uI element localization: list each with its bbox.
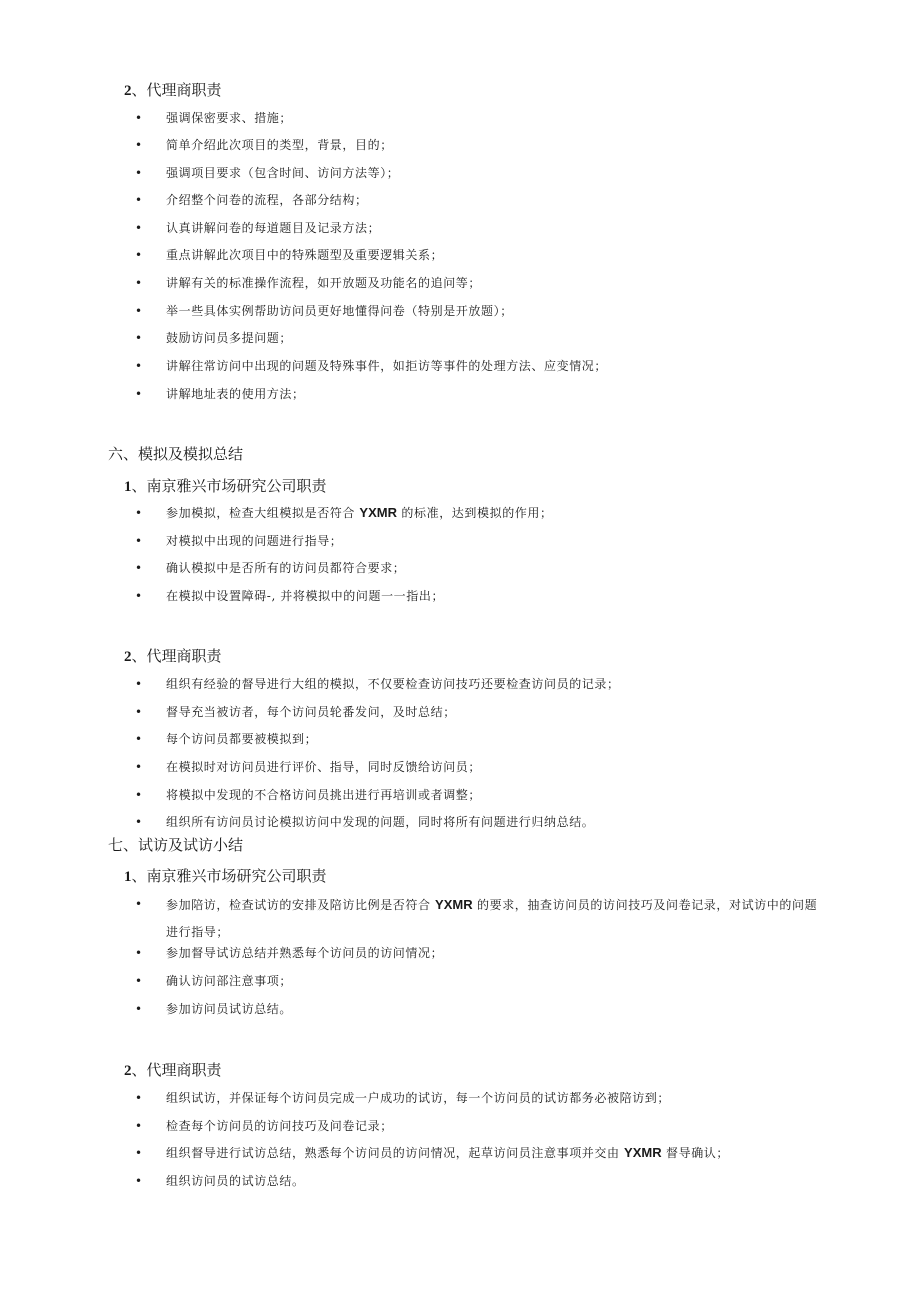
bullet-icon: • <box>135 111 143 125</box>
company-code: YXMR <box>359 505 397 520</box>
bullet-icon: • <box>135 248 143 262</box>
company-code: YXMR <box>435 897 473 912</box>
bullet-icon: • <box>135 732 143 746</box>
bullet-icon: • <box>135 1091 143 1105</box>
bullet-icon: • <box>135 677 143 691</box>
bullet-icon: • <box>135 974 143 988</box>
section-heading: 七、试访及试访小结 <box>108 836 244 854</box>
bullet-icon: • <box>135 359 143 373</box>
bullet-icon: • <box>135 304 143 318</box>
company-code: YXMR <box>624 1145 662 1160</box>
bullet-icon: • <box>135 506 143 520</box>
bullet-icon: • <box>135 561 143 575</box>
bullet-icon: • <box>135 166 143 180</box>
bullet-icon: • <box>135 331 143 345</box>
document-page: 2、代理商职责 • 强调保密要求、措施； • 简单介绍此次项目的类型，背景，目的； • 强调项目要求（包含时间、访问方法等）； • 介绍整个问卷的流程，各部分结构； • 认真讲解问卷的每道题目及记录方法； • 重点讲解此次项目中的特殊题型及重要逻辑关系； • 讲解有关的标准操作流程，如开放题及功能名的追问等； • 举一些具体实例帮助访问员更好地懂得问卷（特别是开放题）； • 鼓励访问员多提问题； • 讲解往常访问中出现的问题及特殊事件，如拒访等事件的处理方法、应变情况； • 讲解地址表的使用方法； 六、模拟及模拟总结 1、南京雅兴市场研究公司职责 • 参加模拟，检查大组模拟是否符合 YXMR 的标准，达到模拟的作用； • 对模拟中出现的问题进行指导； • 确认模拟中是否所有的访问员都符合要求； • 在模拟中设置障碍-, 并将模拟中的问题一一指出； 2、代理商职责 • 组织有经验的督导进行大组的模拟，不仅要检查访问技巧还要检查访问员的记录； • 督导充当被访者，每个访问员轮番发问，及时总结； • 每个访问员都要被模拟到； • 在模拟时对访问员进行评价、指导，同时反馈给访问员； • 将模拟中发现的不合格访问员挑出进行再培训或者调整； • 组织所有访问员讨论模拟访问中发现的问题，同时将所有问题进行归纳总结。 七、试访及试访小结 1、南京雅兴市场研究公司职责 • 参加陪访，检查试访的安排及陪访比例是否符合 YXMR 的要求，抽查访问员的访问技巧及问卷记录，对试访中的问题进行指导； • 参加督导试访总结并熟悉每个访问员的访问情况； • 确认访问部注意事项； • 参加访问员试访总结。 2、代理商职责 • 组织试访，并保证每个访问员完成一户成功的试访，每一个访问员的试访都务必被陪访到； • 检查每个访问员的访问技巧及问卷记录； • 组织督导进行试访总结，熟悉每个访问员的访问情况，起草访问员注意事项并交由 YXMR 督导确认； • 组织访问员的试访总结。 <box>108 81 818 1188</box>
bullet-icon: • <box>135 589 143 603</box>
bullet-icon: • <box>135 138 143 152</box>
bullet-icon: • <box>135 221 143 235</box>
subsection-heading: 2、代理商职责 <box>124 647 222 665</box>
bullet-icon: • <box>135 897 143 911</box>
bullet-icon: • <box>135 387 143 401</box>
subsection-heading: 2、代理商职责 <box>124 81 222 99</box>
bullet-icon: • <box>135 193 143 207</box>
subsection-heading: 1、南京雅兴市场研究公司职责 <box>124 867 327 885</box>
bullet-icon: • <box>135 276 143 290</box>
bullet-icon: • <box>135 788 143 802</box>
bullet-icon: • <box>135 760 143 774</box>
bullet-icon: • <box>135 1146 143 1160</box>
bullet-icon: • <box>135 1174 143 1188</box>
bullet-icon: • <box>135 534 143 548</box>
bullet-icon: • <box>135 1002 143 1016</box>
bullet-icon: • <box>135 705 143 719</box>
bullet-icon: • <box>135 946 143 960</box>
subsection-heading: 2、代理商职责 <box>124 1061 222 1079</box>
bullet-icon: • <box>135 1119 143 1133</box>
bullet-icon: • <box>135 815 143 829</box>
subsection-heading: 1、南京雅兴市场研究公司职责 <box>124 477 327 495</box>
section-heading: 六、模拟及模拟总结 <box>108 445 244 463</box>
